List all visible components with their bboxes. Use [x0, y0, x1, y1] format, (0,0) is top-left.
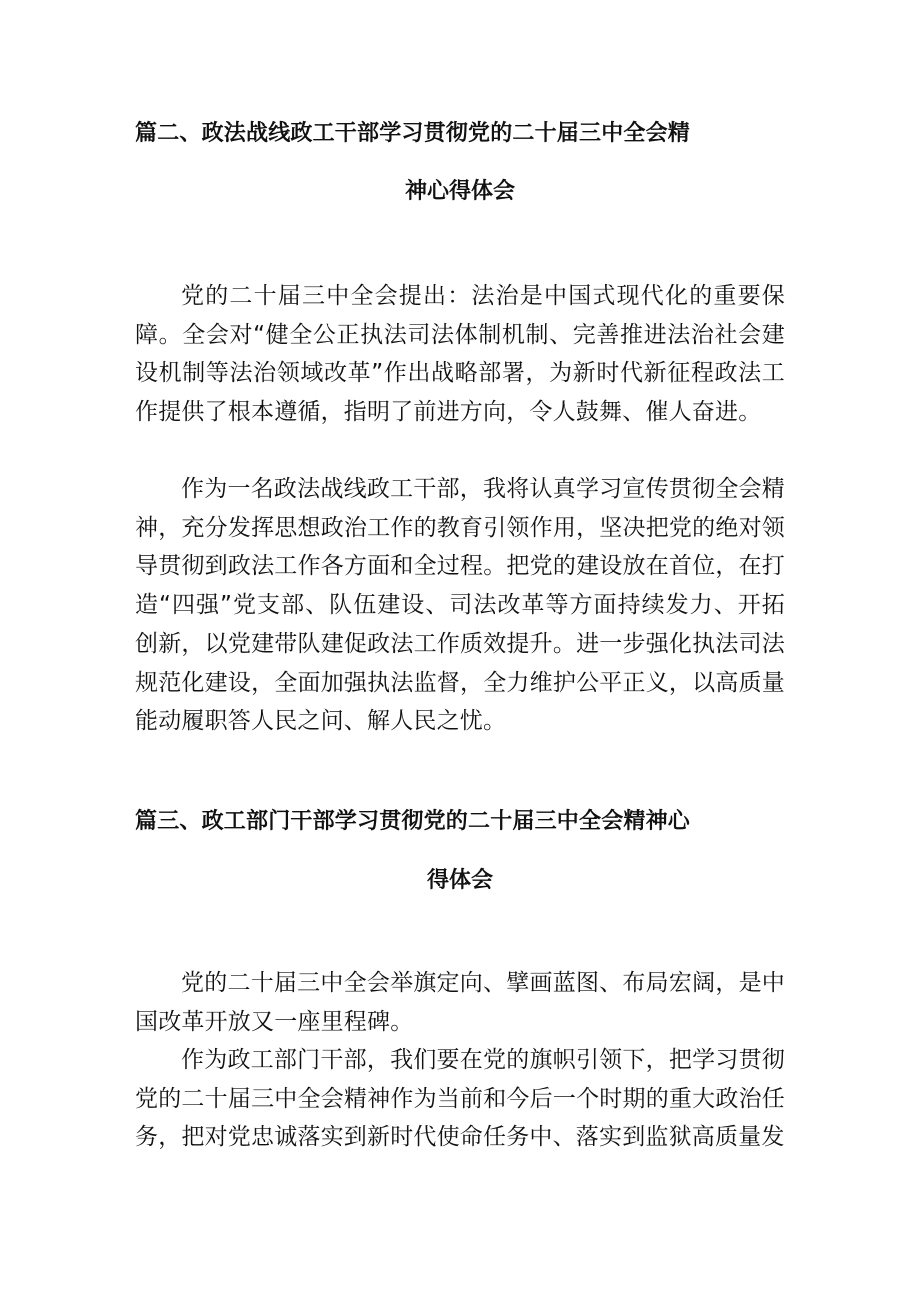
section-2-heading-line1: 篇二、政法战线政工干部学习贯彻党的二十届三中全会精: [135, 121, 691, 146]
section-2-paragraph-2: 作为一名政法战线政工干部，我将认真学习宣传贯彻全会精神，充分发挥思想政治工作的教育引领作用，坚决把党的绝对领导贯彻到政法工作各方面和全过程。把党的建设放在首位，在打造“四强”党支部、队伍建设、司法改革等方面持续发力、开拓创新，以党建带队建促政法工作质效提升。进一步强化执法司法规范化建设，全面加强执法监督，全力维护公平正义，以高质量能动履职答人民之问、解人民之忧。: [135, 476, 785, 735]
section-3-paragraph-2: 作为政工部门干部，我们要在党的旗帜引领下，把学习贯彻党的二十届三中全会精神作为当前和今后一个时期的重大政治任务，把对党忠诚落实到新时代使命任务中、落实到监狱高质量发: [135, 1047, 785, 1151]
section-3-paragraph-1: 党的二十届三中全会举旗定向、擘画蓝图、布局宏阔，是中国改革开放又一座里程碑。: [135, 970, 785, 1035]
section-2-heading-line2: 神心得体会: [404, 179, 515, 204]
section-3-heading-line1: 篇三、政工部门干部学习贯彻党的二十届三中全会精神心: [135, 809, 691, 834]
section-2-paragraph-1: 党的二十届三中全会提出：法治是中国式现代化的重要保障。全会对“健全公正执法司法体制机制、完善推进法治社会建设机制等法治领域改革”作出战略部署，为新时代新征程政法工作提供了根本遵循，指明了前进方向，令人鼓舞、催人奋进。: [135, 283, 785, 426]
section-3-heading-line2: 得体会: [426, 868, 493, 893]
